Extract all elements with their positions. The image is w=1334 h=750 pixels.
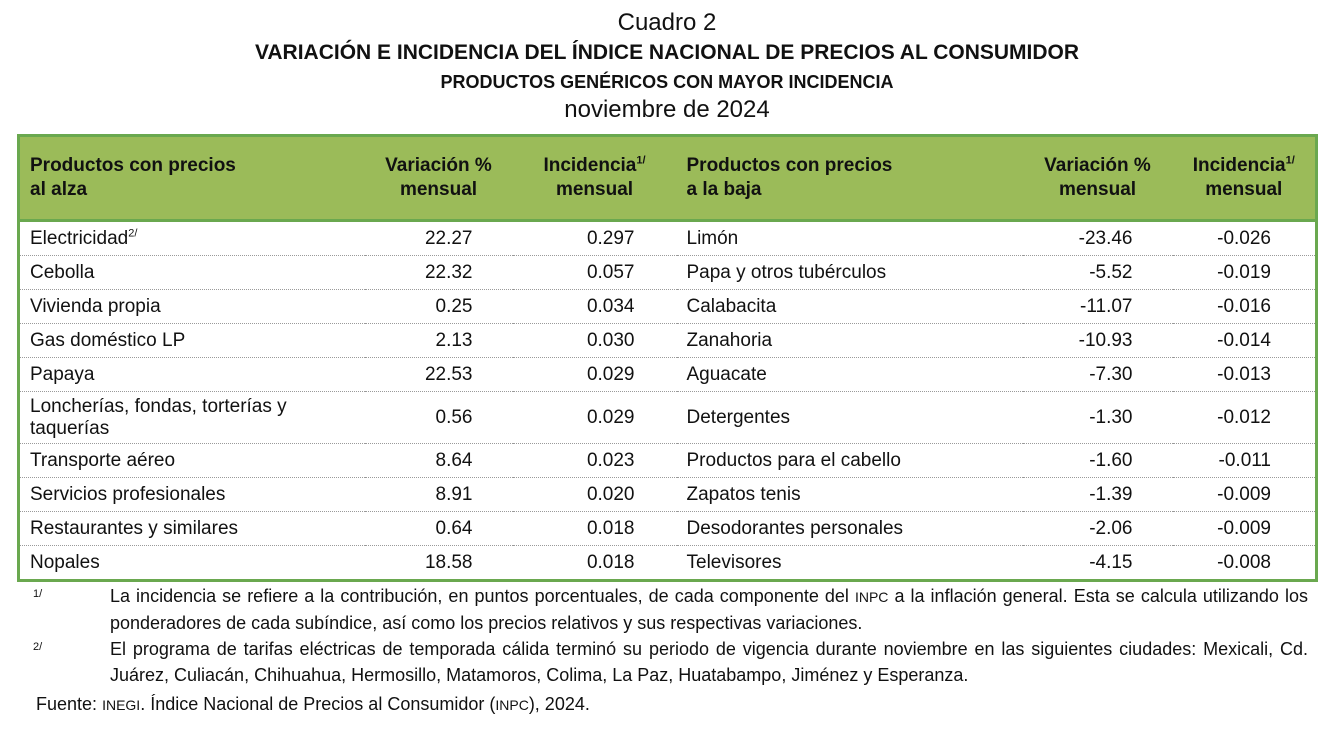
incidence-up: 0.020 xyxy=(513,478,677,512)
table-subtitle: PRODUCTOS GENÉRICOS CON MAYOR INCIDENCIA xyxy=(440,72,894,92)
incidence-up: 0.029 xyxy=(513,392,677,444)
incidence-up: 0.029 xyxy=(513,358,677,392)
variation-up: 18.58 xyxy=(424,551,473,573)
footnote-1-mark: 1/ xyxy=(33,588,43,600)
footnote-1-ref: 1/ xyxy=(636,154,646,167)
header-products-down: Productos con precios a la baja xyxy=(677,136,1023,221)
table-row xyxy=(19,290,1317,324)
incidence-up: 0.057 xyxy=(513,256,677,290)
incidence-up: 0.018 xyxy=(513,512,677,546)
table-row xyxy=(19,392,1317,444)
variation-down: -23.46 xyxy=(1023,221,1173,256)
product-up: Papaya xyxy=(19,358,365,392)
product-down: Televisores xyxy=(686,551,782,573)
product-down: Desodorantes personales xyxy=(677,512,1023,546)
source-line: Fuente: INEGI. Índice Nacional de Precios al Consumidor (INPC), 2024. xyxy=(36,694,590,714)
header-variation-up: Variación % mensual xyxy=(365,136,513,221)
footnote-2-ref: 2/ xyxy=(128,227,138,240)
product-up: Servicios profesionales xyxy=(19,478,365,512)
variation-down: -5.52 xyxy=(1023,256,1173,290)
incidence-down: -0.008 xyxy=(1217,551,1271,573)
variation-up: 0.64 xyxy=(365,512,513,546)
variation-up: 22.32 xyxy=(365,256,513,290)
product-up: Cebolla xyxy=(19,256,365,290)
product-down: Detergentes xyxy=(677,392,1023,444)
variation-down: -11.07 xyxy=(1023,290,1173,324)
header-products-up: Productos con precios al alza xyxy=(19,136,365,221)
variation-down: -1.60 xyxy=(1023,444,1173,478)
variation-down: -10.93 xyxy=(1023,324,1173,358)
table-period: noviembre de 2024 xyxy=(564,96,770,123)
table-title: VARIACIÓN E INCIDENCIA DEL ÍNDICE NACIONAL DE PRECIOS AL CONSUMIDOR xyxy=(254,41,1080,64)
variation-down: -7.30 xyxy=(1023,358,1173,392)
table-row xyxy=(19,256,1317,290)
incidence-down: -0.013 xyxy=(1173,358,1317,392)
header-variation-down: Variación % mensual xyxy=(1023,136,1173,221)
incidence-down: -0.019 xyxy=(1173,256,1317,290)
product-down: Zapatos tenis xyxy=(677,478,1023,512)
footnote-2-mark: 2/ xyxy=(33,641,43,653)
product-down: Papa y otros tubérculos xyxy=(677,256,1023,290)
incidence-down: -0.016 xyxy=(1173,290,1317,324)
product-up: Gas doméstico LP xyxy=(19,324,365,358)
variation-up: 8.91 xyxy=(365,478,513,512)
variation-up: 0.56 xyxy=(365,392,513,444)
product-up: Restaurantes y similares xyxy=(19,512,365,546)
variation-down: -4.15 xyxy=(1089,551,1133,573)
incidence-up: 0.023 xyxy=(513,444,677,478)
footnote-2: 2/ El programa de tarifas eléctricas de temporada cálida terminó su periodo de vigencia durante noviembre en las siguientes ciudades: Mexicali, Cd. Juárez, Culiacán, Chihuahua, Hermosillo, Matamoros, Colima, La Paz, Huatabampo, Jiménez y Esperanza. xyxy=(0,636,1334,688)
variation-down: -1.30 xyxy=(1023,392,1173,444)
product-up: Vivienda propia xyxy=(19,290,365,324)
variation-up: 22.53 xyxy=(365,358,513,392)
table-number: Cuadro 2 xyxy=(617,9,717,36)
table-row xyxy=(19,512,1317,546)
incidence-down: -0.009 xyxy=(1173,478,1317,512)
incidence-down: -0.011 xyxy=(1173,444,1317,478)
variation-up: 8.64 xyxy=(365,444,513,478)
product-down: Limón xyxy=(677,221,1023,256)
incidence-down: -0.026 xyxy=(1173,221,1317,256)
table-row xyxy=(19,478,1317,512)
incidence-up: 0.034 xyxy=(513,290,677,324)
footnotes xyxy=(0,583,1334,688)
footnote-1-ref: 1/ xyxy=(1285,154,1295,167)
incidence-up: 0.030 xyxy=(513,324,677,358)
footnote-1: 1/ La incidencia se refiere a la contribución, en puntos porcentuales, de cada componente del INPC a la inflación general. Esta se calcula utilizando los ponderadores de cada subíndice, así como los precios relativos y sus respectivas variaciones. xyxy=(0,583,1334,636)
header-row xyxy=(19,136,1317,221)
variation-up: 0.25 xyxy=(365,290,513,324)
variation-up: 22.27 xyxy=(365,221,513,256)
table-row xyxy=(19,324,1317,358)
table-row xyxy=(19,546,1317,581)
incidence-down: -0.009 xyxy=(1173,512,1317,546)
incidence-table xyxy=(17,134,1318,582)
product-down: Zanahoria xyxy=(677,324,1023,358)
table-row xyxy=(19,221,1317,256)
incidence-down: -0.012 xyxy=(1173,392,1317,444)
variation-up: 2.13 xyxy=(365,324,513,358)
product-down: Calabacita xyxy=(677,290,1023,324)
product-up: Nopales xyxy=(30,551,100,573)
header-incidence-up: Incidencia$^{1/}$ mensual xyxy=(513,136,677,221)
incidence-up: 0.018 xyxy=(586,551,635,573)
variation-down: -2.06 xyxy=(1023,512,1173,546)
title-block xyxy=(0,8,1334,124)
table-row xyxy=(19,444,1317,478)
header-incidence-down: Incidencia$^{1/}$ mensual xyxy=(1173,136,1317,221)
incidence-down: -0.014 xyxy=(1173,324,1317,358)
incidence-up: 0.297 xyxy=(513,221,677,256)
variation-down: -1.39 xyxy=(1023,478,1173,512)
product-down: Aguacate xyxy=(677,358,1023,392)
table-row xyxy=(19,358,1317,392)
product-down: Productos para el cabello xyxy=(677,444,1023,478)
product-up: Loncherías, fondas, torterías y taquerías xyxy=(19,392,365,444)
product-up: Transporte aéreo xyxy=(19,444,365,478)
product-up: Electricidad$^{2/}$ xyxy=(19,221,365,256)
